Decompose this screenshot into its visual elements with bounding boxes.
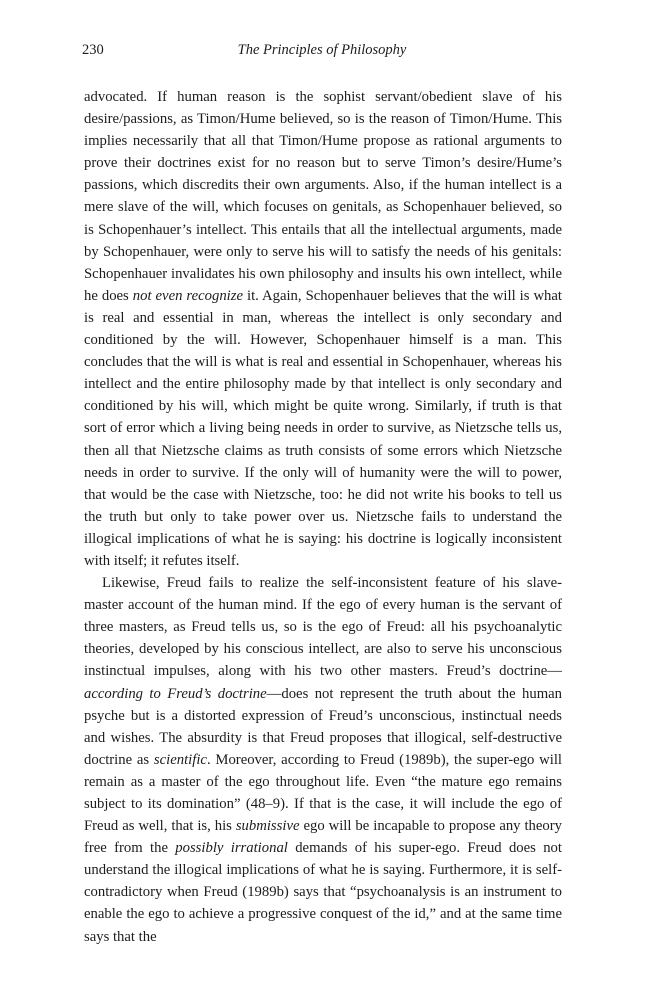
text-segment: —does not represent the truth about the human psyche but is a distorted expression of Freud’s unconscious, instinctual needs and wishes. The absurdity is that Freud proposes that illogical, self-destructive doctrine as: [84, 685, 562, 768]
paragraph: [84, 86, 562, 572]
italic-text-segment: according to Freud’s doctrine: [84, 685, 267, 702]
italic-text-segment: submissive: [235, 818, 300, 835]
paragraph: [84, 572, 562, 948]
page-number: 230: [82, 42, 104, 58]
running-head: [82, 42, 562, 64]
italic-text-segment: not even recognize: [132, 287, 243, 304]
text-segment: . Moreover, according to Freud (1989b), the super-ego will remain as a master of the ego throughout life. Even “the mature ego remains subject to its domination” (48–9). If that is the case, it will include the ego of Freud as well, that is, his: [84, 751, 563, 835]
text-segment: Likewise, Freud fails to realize the self-inconsistent feature of his slave-master account of the human mind. If the ego of every human is the servant of three masters, as Freud tells us, so is the ego of Freud: all his psychoanalytic theories, developed by his conscious intellect, are also to serve his unconscious instinctual impulses, along with his two other masters. Freud’s doctrine—: [84, 575, 562, 680]
text-segment: ego will be incapable to propose any theory free from the: [84, 818, 563, 857]
italic-text-segment: possibly irrational: [175, 840, 288, 857]
text-segment: advocated. If human reason is the sophist servant/obedient slave of his desire/passions, as Timon/Hume believed, so is the reason of Timon/Hume. This implies necessarily that all that Timon/Hume propose as rational arguments to prove their doctrines exist for no reason but to serve Timon’s desire/Hume’s passions, which discredits their own arguments. Also, if the human intellect is a mere slave of the will, which focuses on genitals, as Schopenhauer believed, so is Schopenhauer’s intellect. This entails that all the intellectual arguments, made by Schopenhauer, were only to serve his will to satisfy the needs of his genitals: Schopenhauer invalidates his own philosophy and insults his own intellect, while he does: [84, 89, 562, 304]
text-segment: demands of his super-ego. Freud does not understand the illogical implications of what he is saying. Furthermore, it is self-contradictory when Freud (1989b) says that “psychoanalysis is an instrument to enable the ego to achieve a progressive conquest of the id,” and at the same time says that the: [84, 840, 562, 945]
italic-text-segment: scientific: [153, 751, 207, 768]
text-segment: it. Again, Schopenhauer believes that the will is what is real and essential in man, whereas the intellect is only secondary and conditioned by the will. However, Schopenhauer himself is a man. This concludes that the will is what is real and essential in Schopenhauer, whereas his intellect and the entire philosophy made by that intellect is only secondary and conditioned by his will, which might be quite wrong. Similarly, if truth is that sort of error which a living being needs in order to survive, as Nietzsche tells us, then all that Nietzsche claims as truth consists of some errors which Nietzsche needs in order to survive. If the only will of humanity were the will to power, that would be the case with Nietzsche, too: he did not write his books to tell us the truth but only to take power over us. Nietzsche fails to understand the illogical implications of what he is saying: his doctrine is logically inconsistent with itself; it refutes itself.: [84, 287, 562, 569]
body-text: [84, 86, 562, 948]
book-title: The Principles of Philosophy: [237, 42, 407, 58]
